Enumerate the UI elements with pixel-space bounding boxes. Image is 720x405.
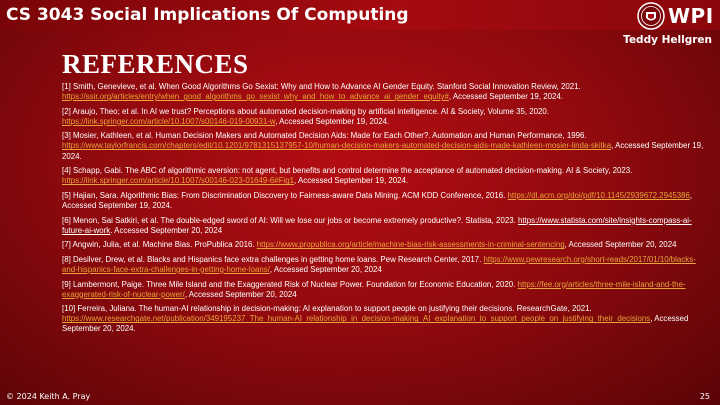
reference-link[interactable]: https://dl.acm.org/doi/pdf/10.1145/2939672.2945386	[507, 190, 690, 200]
reference-item	[62, 304, 710, 334]
reference-item	[62, 216, 710, 236]
reference-item	[62, 191, 710, 211]
reference-list	[62, 82, 710, 339]
reference-text: [1] Smith, Genevieve, et al. When Good Algorithms Go Sexist: Why and How to Advance AI Gender Equity. Stanford Social Innovation Review, 2021.	[62, 82, 581, 91]
reference-item	[62, 131, 710, 161]
reference-accessed: , Accessed September 19, 2024.	[294, 176, 409, 186]
reference-link[interactable]: https://link.springer.com/article/10.1007/s00146-019-00931-w	[62, 116, 276, 126]
reference-text: [3] Mosier, Kathleen, et al. Human Decision Makers and Automated Decision Aids: Made for Each Other?. Automation and Human Performance, 1996.	[62, 131, 587, 141]
title-bar	[0, 0, 720, 30]
reference-text: [8] Desilver, Drew, et al. Blacks and Hispanics face extra challenges in getting home loans. Pew Research Center, 2017.	[62, 254, 484, 264]
seal-icon	[637, 2, 665, 30]
reference-item	[62, 255, 710, 275]
author-name: Teddy Hellgren	[623, 34, 712, 46]
reference-link[interactable]: https://www.pewresearch.org/short-reads/2017/01/10/blacks-and-hispanics-face-extra-challenges-in-getting-home-loans/	[62, 254, 696, 274]
reference-text: [4] Schapp, Gabi. The ABC of algorithmic aversion: not agent, but benefits and control determine the acceptance of automated decision-making. AI & Society, 2023.	[62, 166, 633, 176]
reference-accessed: , Accessed September 20, 2024	[564, 240, 677, 250]
wpi-wordmark: WPI	[668, 4, 714, 28]
reference-text: [6] Menon, Sai Satkiri, et al. The double-edged sword of AI: Will we lose our jobs or become extremely productive?. Statista, 2023.	[62, 215, 518, 225]
reference-link[interactable]: https://www.researchgate.net/publication/349195237_The_human-AI_relationship_in_decision-making_AI_explanation_to_support_people_on_justifying_their_decisions	[62, 314, 651, 324]
reference-accessed: , Accessed September 19, 2024.	[62, 190, 693, 210]
reference-item	[62, 280, 710, 300]
reference-text: [10] Ferreira, Juliana. The human-AI relationship in decision-making: AI explanation to support people on justifying their decisions. ResearchGate, 2021.	[62, 304, 592, 314]
reference-link[interactable]: https://www.taylorfrancis.com/chapters/edit/10.1201/9781315137957-10/human-decision-makers-automated-decision-aids-made-kathleen-mosier-linda-skitka	[62, 141, 612, 151]
page-number: 25	[699, 392, 710, 401]
reference-accessed: , Accessed September 19, 2024.	[275, 116, 390, 126]
reference-link[interactable]: https://fee.org/articles/three-mile-island-and-the-exaggerated-risk-of-nuclear-power/	[62, 279, 686, 299]
reference-item	[62, 166, 710, 186]
reference-text: [2] Araujo, Theo; et al. In AI we trust? Perceptions about automated decision-making by artificial intelligence. AI & Society, Volume 35, 2020.	[62, 106, 550, 116]
reference-accessed: , Accessed September 19, 2024.	[448, 92, 563, 102]
reference-item	[62, 240, 710, 250]
wpi-logo	[637, 2, 717, 30]
slide-heading: REFERENCES	[62, 49, 249, 79]
reference-item	[62, 107, 710, 127]
reference-accessed: , Accessed September 20, 2024	[269, 264, 382, 274]
course-title: CS 3043 Social Implications Of Computing	[6, 5, 409, 25]
reference-link[interactable]: https://ssir.org/articles/entry/when_good_algorithms_go_sexist_why_and_how_to_advance_ai_gender_equity#	[62, 92, 449, 102]
reference-link[interactable]: https://www.statista.com/site/insights-compass-ai-future-ai-work	[62, 215, 692, 235]
reference-link[interactable]: https://www.propublica.org/article/machine-bias-risk-assessments-in-criminal-sentencing	[256, 240, 565, 250]
reference-accessed: , Accessed September 19, 2024.	[62, 141, 704, 161]
reference-text: [7] Angwin, Julia, et al. Machine Bias. ProPublica 2016.	[62, 240, 257, 250]
reference-link[interactable]: https://link.springer.com/article/10.1007/s00146-023-01649-6#Fig1	[62, 176, 295, 186]
reference-text: [5] Hajian, Sara. Algorithmic Bias: From Discrimination Discovery to Fairness-aware Data Mining. ACM KDD Conference, 2016.	[62, 190, 508, 200]
copyright-notice: © 2024 Keith A. Pray	[6, 392, 91, 401]
reference-item	[62, 82, 710, 102]
reference-text: [9] Lambermont, Paige. Three Mile Island and the Exaggerated Risk of Nuclear Power. Foundation for Economic Education, 2020.	[62, 279, 518, 289]
reference-accessed: , Accessed September 20, 2024.	[62, 314, 689, 334]
reference-accessed: , Accessed September 20, 2024	[184, 289, 297, 299]
reference-accessed: . Accessed September 20, 2024	[110, 225, 223, 235]
